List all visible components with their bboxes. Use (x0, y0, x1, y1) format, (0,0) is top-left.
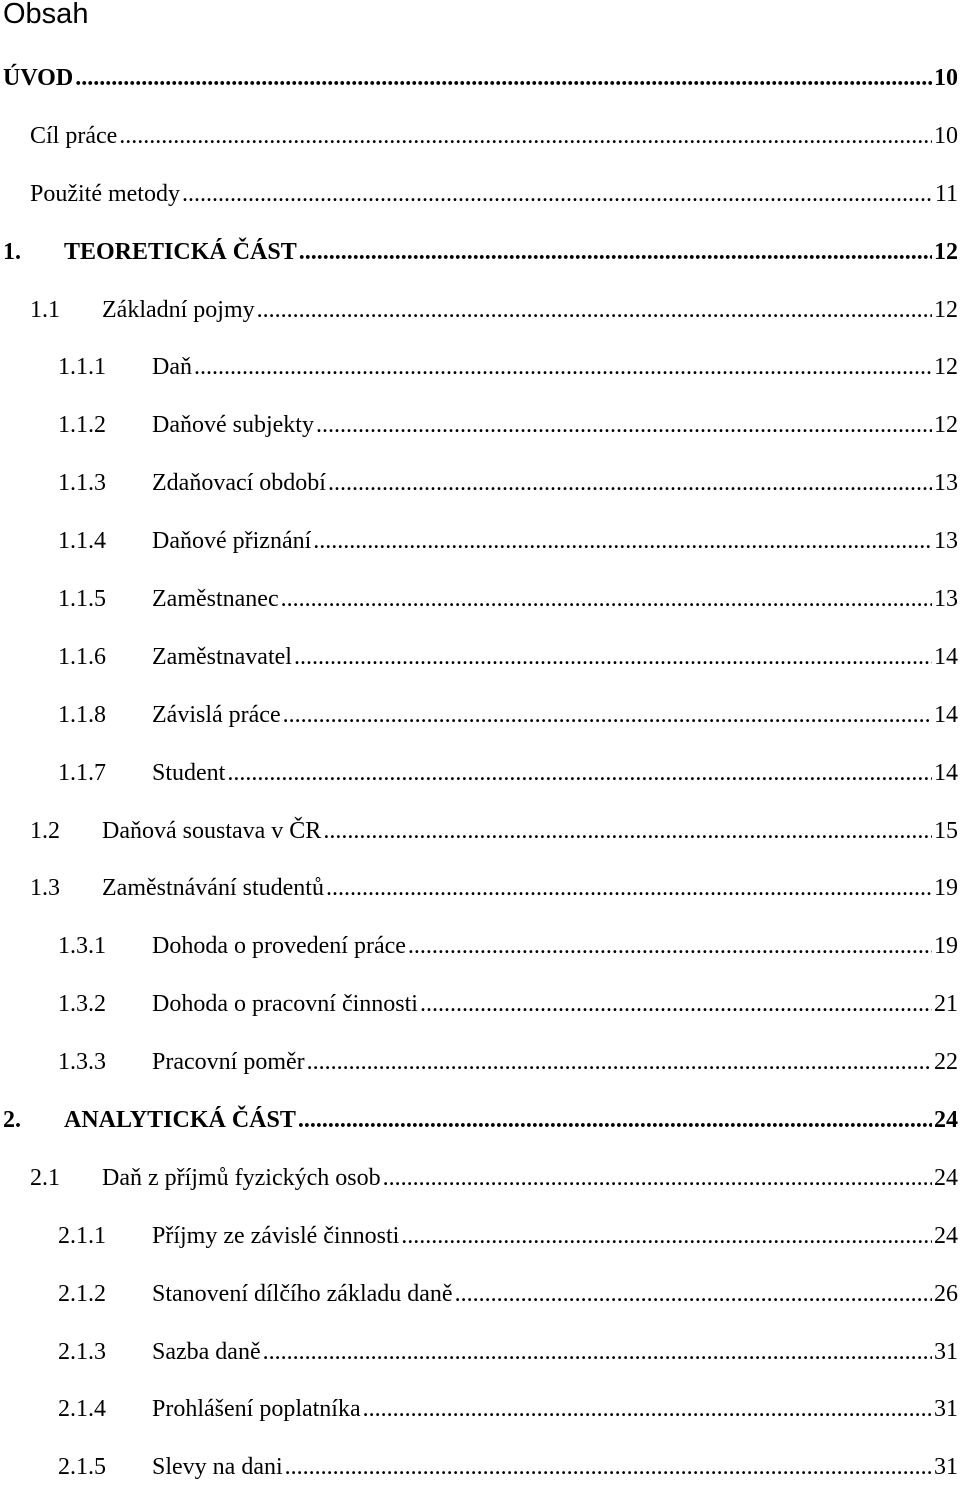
toc-entry-number: 1.1 (30, 296, 60, 323)
toc-entry-row (0, 290, 960, 330)
dot-leader (75, 58, 932, 98)
toc-entry-page-number: 24 (934, 1222, 958, 1249)
toc-entry[interactable] (0, 1332, 960, 1390)
toc-entry-page-number: 13 (934, 528, 958, 555)
toc-entry-label: Daňové subjekty (152, 412, 314, 439)
toc-entry-number: 1.1.6 (58, 643, 106, 670)
toc-entry-number: 1.3.2 (58, 991, 106, 1018)
toc-entry-label: Zaměstnavatel (152, 643, 292, 670)
toc-entry-page-number: 12 (934, 296, 958, 323)
toc-entry-page-number: 14 (934, 643, 958, 670)
toc-entry-number: 2.1.1 (58, 1222, 106, 1249)
toc-entry-page-number: 10 (934, 122, 958, 149)
dot-leader (263, 1332, 932, 1372)
toc-entry[interactable] (0, 232, 960, 290)
toc-entry-page-number: 14 (934, 759, 958, 786)
toc-entry-number: 2.1.4 (58, 1396, 106, 1423)
toc-entry[interactable] (0, 868, 960, 926)
toc-entry-number: 2.1 (30, 1164, 60, 1191)
dot-leader (313, 521, 932, 561)
toc-entry[interactable] (0, 1158, 960, 1216)
toc-entry[interactable] (0, 811, 960, 869)
toc-entry-row (0, 116, 960, 156)
dot-leader (420, 984, 932, 1024)
toc-entry-row (0, 347, 960, 387)
toc-entry-label: Student (152, 759, 226, 786)
dot-leader (363, 1389, 932, 1429)
toc-entry[interactable] (0, 174, 960, 232)
toc-entry-label: Zdaňovací období (152, 470, 326, 497)
dot-leader (294, 637, 932, 677)
toc-entry-page-number: 19 (934, 875, 958, 902)
dot-leader (408, 926, 932, 966)
toc-entry-page-number: 12 (934, 354, 958, 381)
toc-entry[interactable] (0, 695, 960, 753)
toc-entry-row (0, 695, 960, 735)
toc-entry-page-number: 10 (934, 65, 958, 91)
toc-entry-row (0, 1158, 960, 1198)
toc-entry-label: Pracovní poměr (152, 1049, 305, 1076)
toc-entry-row (0, 463, 960, 503)
toc-entry[interactable] (0, 116, 960, 174)
toc-entry[interactable] (0, 753, 960, 811)
toc-entry-page-number: 31 (934, 1338, 958, 1365)
toc-entry-page-number: 31 (934, 1396, 958, 1423)
toc-entry-number: 2. (3, 1107, 21, 1134)
toc-entry[interactable] (0, 1216, 960, 1274)
toc-entry[interactable] (0, 290, 960, 348)
toc-entry-page-number: 12 (934, 238, 958, 265)
toc-entry-row (0, 1274, 960, 1314)
toc-entry-page-number: 24 (934, 1164, 958, 1191)
dot-leader (316, 405, 932, 445)
table-of-contents (0, 58, 960, 1505)
dot-leader (323, 811, 932, 851)
dot-leader (383, 1158, 932, 1198)
toc-entry-page-number: 19 (934, 933, 958, 960)
toc-entry-number: 2.1.2 (58, 1280, 106, 1307)
toc-entry-row (0, 1389, 960, 1429)
toc-entry-page-number: 11 (934, 180, 958, 207)
toc-entry-label: ANALYTICKÁ ČÁST (64, 1107, 296, 1134)
dot-leader (119, 116, 932, 156)
toc-entry-number: 1.3 (30, 875, 60, 902)
toc-entry-number: 1.1.8 (58, 701, 106, 728)
toc-entry-label: Prohlášení poplatníka (152, 1396, 361, 1423)
toc-entry-number: 1.3.1 (58, 933, 106, 960)
toc-entry-row (0, 232, 960, 272)
toc-entry-page-number: 14 (934, 701, 958, 728)
toc-entry[interactable] (0, 521, 960, 579)
toc-entry-label: Příjmy ze závislé činnosti (152, 1222, 400, 1249)
toc-title: Obsah (3, 0, 89, 30)
toc-entry-label: Sazba daně (152, 1338, 261, 1365)
toc-entry[interactable] (0, 347, 960, 405)
toc-entry[interactable] (0, 58, 960, 116)
toc-entry-label: Závislá práce (152, 701, 281, 728)
toc-entry-page-number: 26 (934, 1280, 958, 1307)
toc-entry-page-number: 13 (934, 470, 958, 497)
toc-entry-page-number: 24 (934, 1107, 958, 1134)
toc-entry[interactable] (0, 1389, 960, 1447)
toc-entry-row (0, 753, 960, 793)
toc-entry-number: 2.1.3 (58, 1338, 106, 1365)
toc-entry-number: 1.1.3 (58, 470, 106, 497)
toc-entry-row (0, 521, 960, 561)
toc-entry-row (0, 174, 960, 214)
toc-entry-page-number: 21 (934, 991, 958, 1018)
toc-entry[interactable] (0, 405, 960, 463)
dot-leader (281, 579, 932, 619)
toc-entry-number: 2.1.5 (58, 1454, 106, 1481)
toc-entry-label: Zaměstnávání studentů (102, 875, 324, 902)
dot-leader (299, 232, 932, 272)
toc-entry-number: 1.3.3 (58, 1049, 106, 1076)
toc-entry-label: Daň z příjmů fyzických osob (102, 1164, 381, 1191)
toc-entry-number: 1. (3, 238, 21, 265)
dot-leader (455, 1274, 932, 1314)
dot-leader (298, 1100, 932, 1140)
dot-leader (194, 347, 932, 387)
toc-entry-label: Dohoda o provedení práce (152, 933, 406, 960)
toc-entry-label: Daň (152, 354, 192, 381)
toc-entry[interactable] (0, 984, 960, 1042)
toc-entry[interactable] (0, 1274, 960, 1332)
dot-leader (307, 1042, 932, 1082)
toc-entry[interactable] (0, 463, 960, 521)
toc-entry-label: Použité metody (30, 180, 180, 207)
toc-entry-page-number: 22 (934, 1049, 958, 1076)
toc-entry-row (0, 1042, 960, 1082)
toc-entry-number: 1.1.1 (58, 354, 106, 381)
toc-entry-number: 1.1.4 (58, 528, 106, 555)
toc-entry-label: Zaměstnanec (152, 586, 279, 613)
toc-entry-label: Slevy na dani (152, 1454, 283, 1481)
toc-entry[interactable] (0, 1100, 960, 1158)
toc-entry[interactable] (0, 926, 960, 984)
toc-entry-row (0, 405, 960, 445)
dot-leader (227, 753, 932, 793)
toc-entry-row (0, 1447, 960, 1487)
toc-entry[interactable] (0, 637, 960, 695)
toc-entry-label: Stanovení dílčího základu daně (152, 1280, 453, 1307)
toc-entry-number: 1.1.7 (58, 759, 106, 786)
toc-entry-page-number: 13 (934, 586, 958, 613)
toc-entry-label: Základní pojmy (102, 296, 255, 323)
toc-entry-row (0, 868, 960, 908)
toc-entry-row (0, 58, 960, 98)
dot-leader (182, 174, 933, 214)
toc-entry-number: 1.2 (30, 817, 60, 844)
toc-entry-row (0, 1332, 960, 1372)
toc-entry-label: TEORETICKÁ ČÁST (64, 238, 297, 265)
toc-entry[interactable] (0, 579, 960, 637)
toc-entry-number: 1.1.2 (58, 412, 106, 439)
toc-entry-number: 1.1.5 (58, 586, 106, 613)
toc-entry-row (0, 1216, 960, 1256)
toc-entry-row (0, 984, 960, 1024)
dot-leader (401, 1216, 932, 1256)
toc-entry-row (0, 1100, 960, 1140)
dot-leader (283, 695, 932, 735)
toc-entry-label: Daňové přiznání (152, 528, 312, 555)
dot-leader (328, 463, 932, 503)
toc-entry-row (0, 811, 960, 851)
toc-entry[interactable] (0, 1447, 960, 1505)
toc-entry-label: ÚVOD (3, 65, 74, 91)
toc-entry-row (0, 637, 960, 677)
dot-leader (257, 290, 932, 330)
toc-entry-row (0, 579, 960, 619)
dot-leader (285, 1447, 932, 1487)
toc-entry-page-number: 12 (934, 412, 958, 439)
toc-entry-label: Daňová soustava v ČR (102, 817, 322, 844)
toc-entry-label: Cíl práce (30, 122, 118, 149)
toc-entry[interactable] (0, 1042, 960, 1100)
toc-entry-label: Dohoda o pracovní činnosti (152, 991, 418, 1018)
dot-leader (326, 868, 932, 908)
toc-entry-row (0, 926, 960, 966)
toc-entry-page-number: 15 (934, 817, 958, 844)
toc-entry-page-number: 31 (934, 1454, 958, 1481)
